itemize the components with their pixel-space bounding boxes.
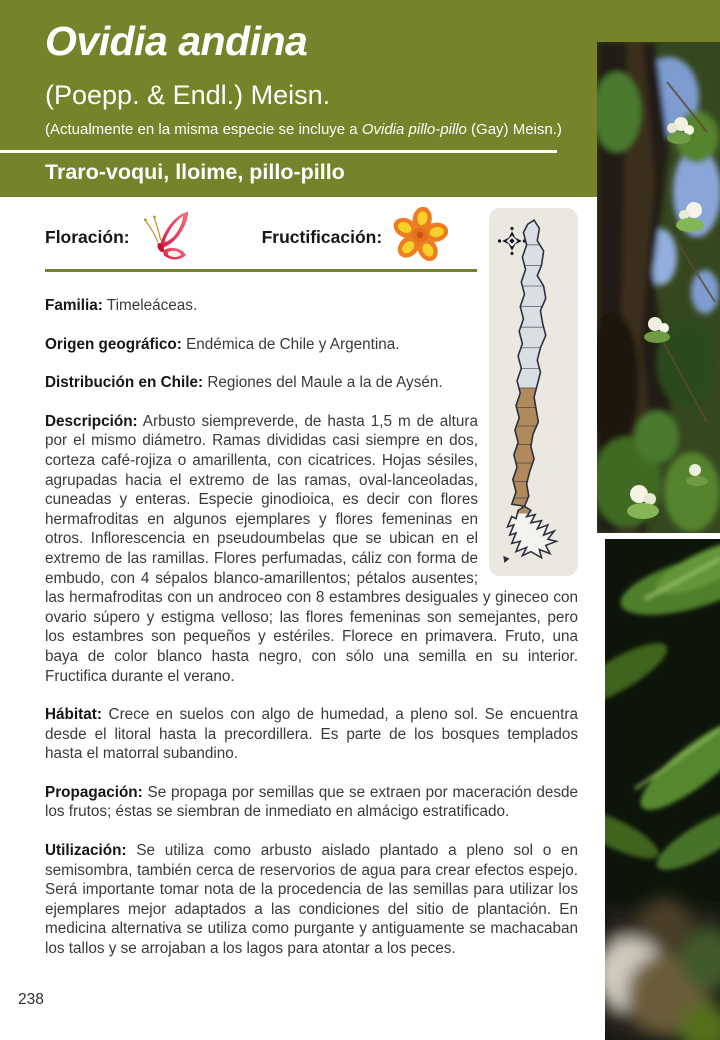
synonym-species-name: Ovidia pillo-pillo xyxy=(361,121,467,138)
section-familia: Familia: Timeleáceas. xyxy=(45,297,198,314)
phenology-row xyxy=(45,212,477,272)
flowering-label: Floración: xyxy=(45,227,130,248)
species-title: Ovidia andina xyxy=(45,18,308,64)
section-descripcion: Descripción: Arbusto siempreverde, de hasta 1,5 m de altura por el mismo diámetro. Ramas divididas casi siempre en dos, corteza café-rojiza o amarillenta, con cicatrices. Hojas sésiles, agrupadas hacia el extremo de las ramas, oval-lanceoladas, cuneadas y enteras. Especie ginodioica, es decir con flores hermafroditas en algunos ejemplares y flores femeninas en otros. Inflorescencia en pseudoumbelas que se ubican en el extremo de las ramillas. Flores perfumadas, cáliz con forma de embudo, con 4 sépalos blanco-amarillentos; pétalos ausentes; las hermafroditas con un androceo con 8 estambres desiguales y gineceo con ovario súpero y estigma velloso; las flores femeninas son semejantes, pero los estambres son pequeños y estériles. Florece en primavera. Fruto, una baya de color blanco hasta negro, con sólo una semilla en su interior. Fructifica durante el verano. xyxy=(45,412,578,685)
section-distribucion: Distribución en Chile: Regiones del Maule a la de Aysén. xyxy=(45,374,443,392)
flower-icon xyxy=(392,207,448,269)
distribution-map-panel xyxy=(489,208,578,576)
species-content xyxy=(45,212,578,959)
section-habitat: Hábitat: Crece en suelos con algo de humedad, a pleno sol. Se encuentra desde el litoral hasta la precordillera. Es parte de los bosques templados hasta el matorral subandino. xyxy=(45,706,578,763)
section-origen: Origen geográfico: Endémica de Chile y Argentina. xyxy=(45,335,400,353)
species-author: (Poepp. & Endl.) Meisn. xyxy=(45,80,331,110)
map-highlight-band xyxy=(499,388,567,514)
header-divider xyxy=(0,150,557,153)
common-names: Traro-voqui, lloime, pillo-pillo xyxy=(45,160,345,184)
chile-map xyxy=(499,216,567,566)
leaf-closeup-photo xyxy=(605,539,720,1040)
habit-photo xyxy=(597,42,720,533)
fruiting-label: Fructificación: xyxy=(261,227,383,248)
page-number: 238 xyxy=(18,991,44,1008)
section-propagacion: Propagación: Se propaga por semillas que se extraen por maceración desde los frutos; éstas se siembran de inmediato en almácigo estratificado. xyxy=(45,783,578,821)
butterfly-icon xyxy=(140,206,194,270)
synonym-note: (Actualmente en la misma especie se incluye a Ovidia pillo-pillo (Gay) Meisn.) xyxy=(45,121,562,138)
section-utilizacion: Utilización: Se utiliza como arbusto aislado plantado a pleno sol o en semisombra, también cerca de reservorios de agua para crear efectos espejo. Será importante tomar nota de la procedencia de las semillas para utilizar los ejemplares mejor adaptados a las condiciones del sitio de plantación. En medicina alternativa se utiliza como purgante y antiguamente se machacaban los tallos y se arrojaban a los lagos para atontar a los peces. xyxy=(45,842,578,958)
